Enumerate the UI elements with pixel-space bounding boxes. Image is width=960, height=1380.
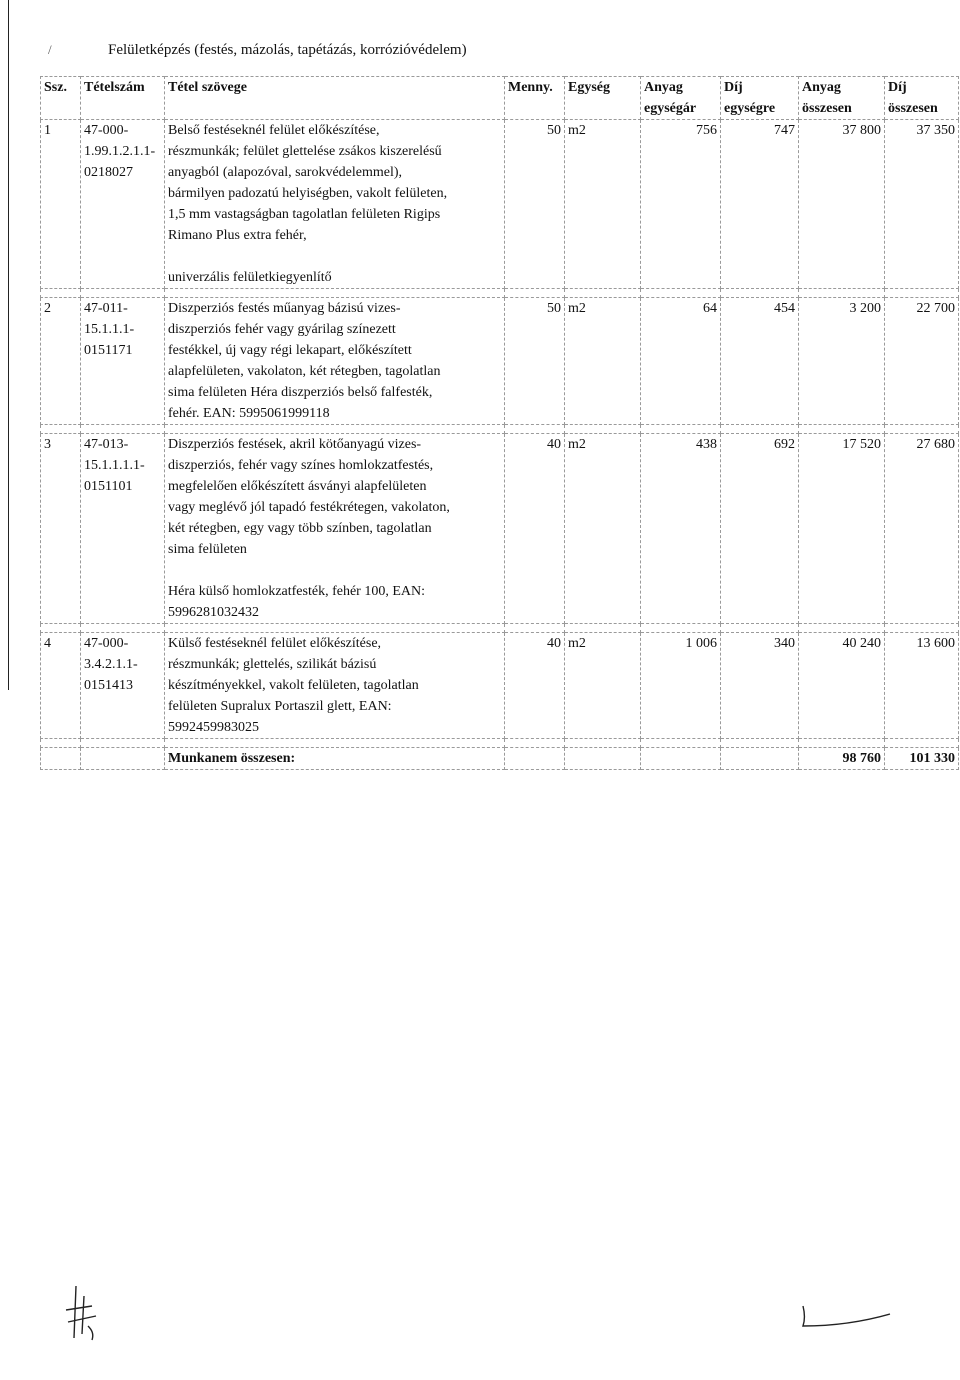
text-line: felületen Supralux Portaszil glett, EAN:: [168, 699, 392, 714]
tetelszam-line: 47-011-: [84, 301, 128, 316]
total-dij-osszesen: 101 330: [885, 748, 959, 770]
cell-egyseg: m2: [565, 434, 641, 624]
text-line: bármilyen padozatú helyiségben, vakolt felületen,: [168, 186, 448, 201]
cell-dij-egysegre: 340: [721, 633, 799, 739]
text-line: Héra külső homlokzatfesték, fehér 100, EAN:: [168, 584, 425, 599]
tetelszam-line: 0218027: [84, 165, 133, 180]
col-header-anyag-egysegar: Anyag egységár: [641, 77, 721, 120]
table-row: [41, 633, 959, 739]
cell-tetelszam: [81, 120, 165, 289]
text-line: részmunkák; glettelés, szilikát bázisú: [168, 657, 377, 672]
col-header-tetel-szovege: Tétel szövege: [165, 77, 505, 120]
cell-ssz: 2: [41, 298, 81, 425]
col-header-anyag-osszesen: Anyag összesen: [799, 77, 885, 120]
col-header-egyseg: Egység: [565, 77, 641, 120]
cell-anyag-egysegar: 438: [641, 434, 721, 624]
cell-tetelszam: [81, 434, 165, 624]
cell-tetelszam: [81, 633, 165, 739]
text-line: Külső festéseknél felület előkészítése,: [168, 636, 382, 651]
col-header-tetelszam: Tételszám: [81, 77, 165, 120]
col-header-ssz: Ssz.: [41, 77, 81, 120]
tetelszam-line: 0151413: [84, 678, 133, 693]
cell-anyag-osszesen: 17 520: [799, 434, 885, 624]
text-line: fehér. EAN: 5995061999118: [168, 406, 330, 421]
text-line: diszperziós fehér vagy gyárilag színezett: [168, 322, 396, 337]
text-line: 5996281032432: [168, 605, 259, 620]
text-line: Diszperziós festések, akril kötőanyagú vizes-: [168, 437, 422, 452]
total-row: [41, 748, 959, 770]
col-header-dij-egysegre: Díj egységre: [721, 77, 799, 120]
tetelszam-line: 3.4.2.1.1-: [84, 657, 138, 672]
text-line: diszperziós, fehér vagy színes homlokzatfestés,: [168, 458, 434, 473]
tetelszam-line: 47-000-: [84, 636, 129, 651]
cell-ssz: 1: [41, 120, 81, 289]
cell-text: [165, 633, 505, 739]
tetelszam-line: 47-013-: [84, 437, 129, 452]
cell-egyseg: m2: [565, 298, 641, 425]
text-line: Diszperziós festés műanyag bázisú vizes-: [168, 301, 401, 316]
cell-ssz: 4: [41, 633, 81, 739]
tetelszam-line: 1.99.1.2.1.1-: [84, 144, 156, 159]
text-line: anyagból (alapozóval, sarokvédelemmel),: [168, 165, 403, 180]
col-header-menny: Menny.: [505, 77, 565, 120]
cell-text: [165, 298, 505, 425]
cell-menny: 40: [505, 434, 565, 624]
text-line: két rétegben, egy vagy több színben, tagolatlan: [168, 521, 432, 536]
text-line: 1,5 mm vastagságban tagolatlan felületen Rigips: [168, 207, 441, 222]
cell-anyag-egysegar: 756: [641, 120, 721, 289]
text-line: sima felületen Héra diszperziós belső falfesték,: [168, 385, 433, 400]
col-header-dij-osszesen: Díj összesen: [885, 77, 959, 120]
cell-anyag-osszesen: 37 800: [799, 120, 885, 289]
cell-dij-osszesen: 13 600: [885, 633, 959, 739]
text-line: megfelelően előkészített ásványi alapfelületen: [168, 479, 427, 494]
cell-dij-osszesen: 37 350: [885, 120, 959, 289]
text-line: festékkel, új vagy régi lekapart, előkészített: [168, 343, 412, 358]
cell-anyag-osszesen: 40 240: [799, 633, 885, 739]
cell-anyag-osszesen: 3 200: [799, 298, 885, 425]
cell-anyag-egysegar: 1 006: [641, 633, 721, 739]
tetelszam-line: 47-000-: [84, 123, 129, 138]
text-line: Rimano Plus extra fehér,: [168, 228, 307, 243]
cell-dij-egysegre: 747: [721, 120, 799, 289]
text-line: univerzális felületkiegyenlítő: [168, 270, 332, 285]
handwritten-signature-right: [795, 1302, 895, 1332]
cell-text: [165, 120, 505, 289]
tetelszam-line: 0151171: [84, 343, 133, 358]
page-title: Felületképzés (festés, mázolás, tapétázás, korrózióvédelem): [108, 42, 467, 58]
cell-egyseg: m2: [565, 633, 641, 739]
text-line: vagy meglévő jól tapadó festékrétegen, vakolaton,: [168, 500, 450, 515]
cell-dij-osszesen: 27 680: [885, 434, 959, 624]
cell-ssz: 3: [41, 434, 81, 624]
cell-menny: 50: [505, 120, 565, 289]
pen-mark: /: [48, 42, 52, 57]
table-row: [41, 434, 959, 624]
cell-dij-egysegre: 692: [721, 434, 799, 624]
total-anyag-osszesen: 98 760: [799, 748, 885, 770]
cell-dij-egysegre: 454: [721, 298, 799, 425]
table-row: [41, 120, 959, 289]
cell-egyseg: m2: [565, 120, 641, 289]
table-row: [41, 298, 959, 425]
header-row: [41, 77, 959, 120]
text-line: alapfelületen, vakolaton, két rétegben, tagolatlan: [168, 364, 441, 379]
cell-dij-osszesen: 22 700: [885, 298, 959, 425]
text-line: sima felületen: [168, 542, 247, 557]
cell-menny: 50: [505, 298, 565, 425]
handwritten-signature-left: [62, 1282, 102, 1342]
total-label: Munkanem összesen:: [165, 748, 505, 770]
cell-anyag-egysegar: 64: [641, 298, 721, 425]
tetelszam-line: 0151101: [84, 479, 133, 494]
tetelszam-line: 15.1.1.1.1-: [84, 458, 145, 473]
cell-menny: 40: [505, 633, 565, 739]
text-line: Belső festéseknél felület előkészítése,: [168, 123, 380, 138]
text-line: 5992459983025: [168, 720, 259, 735]
text-line: részmunkák; felület glettelése zsákos kiszerelésű: [168, 144, 442, 159]
tetelszam-line: 15.1.1.1-: [84, 322, 135, 337]
cell-tetelszam: [81, 298, 165, 425]
text-line: készítményekkel, vakolt felületen, tagolatlan: [168, 678, 419, 693]
cost-table: [40, 76, 959, 770]
left-margin-line: [8, 0, 9, 690]
cell-text: [165, 434, 505, 624]
